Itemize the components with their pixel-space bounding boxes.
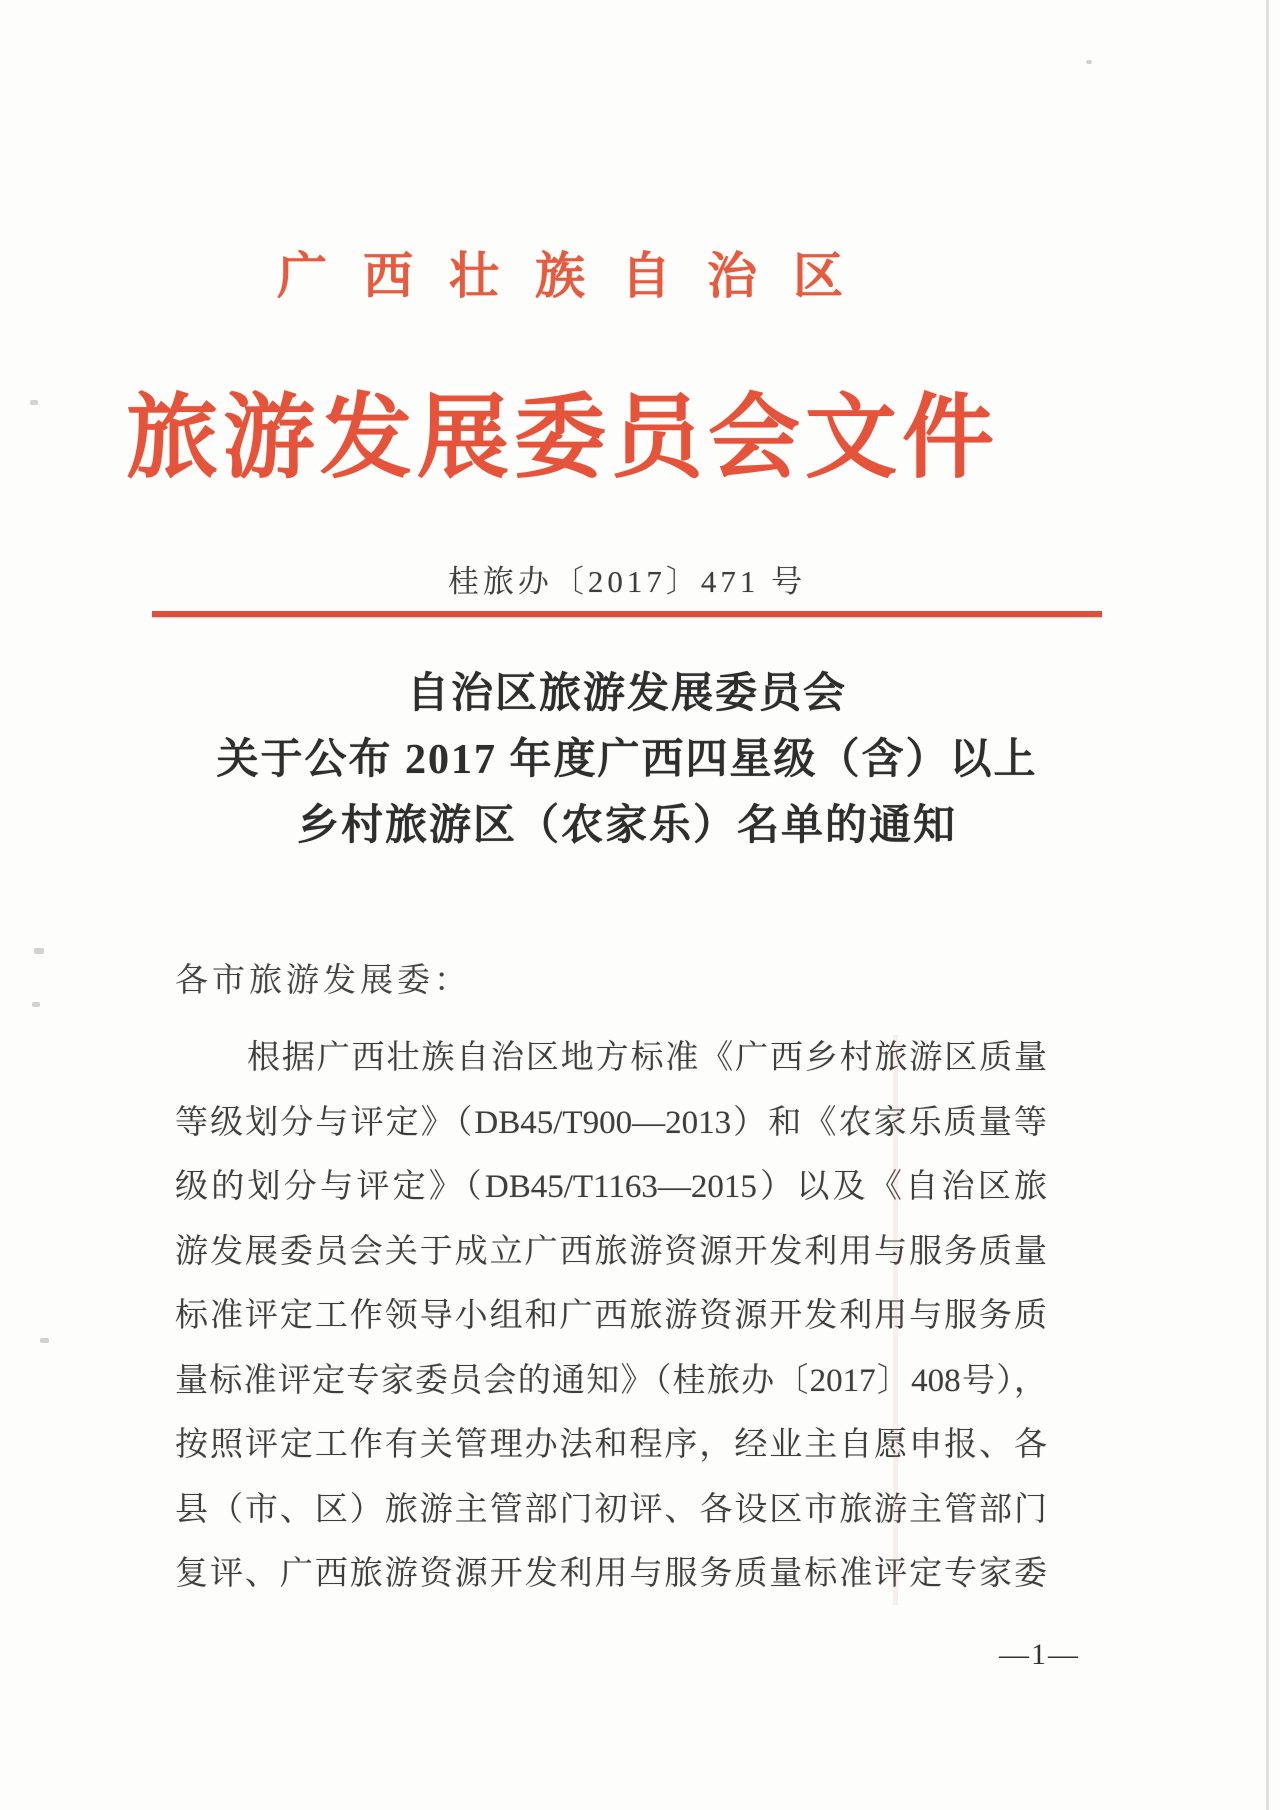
salutation: 各市旅游发展委： xyxy=(175,963,471,999)
scan-speck xyxy=(32,1002,40,1007)
body-line: 级的划分与评定》（DB45/T1163—2015）以及《自治区旅 xyxy=(175,1169,1047,1205)
doc-number: 桂旅办〔2017〕471 号 xyxy=(447,564,807,599)
scan-speck xyxy=(40,1338,49,1343)
body-paragraph xyxy=(175,1026,1047,1607)
title-line-2: 关于公布 2017 年度广西四星级（含）以上 xyxy=(216,737,1038,783)
header-region-line: 广西壮族自治区 xyxy=(277,248,879,304)
scan-speck xyxy=(34,948,44,954)
scan-edge-shadow xyxy=(1266,0,1269,1810)
scan-speck xyxy=(30,400,38,405)
body-line: 标准评定工作领导小组和广西旅游资源开发利用与服务质 xyxy=(175,1298,1047,1334)
red-divider-rule xyxy=(152,611,1102,617)
body-line: 等级划分与评定》（DB45/T900—2013）和《农家乐质量等 xyxy=(175,1104,1047,1141)
body-line: 根据广西壮族自治区地方标准《广西乡村旅游区质量 xyxy=(247,1040,1047,1076)
body-line: 复评、广西旅游资源开发利用与服务质量标准评定专家委 xyxy=(175,1556,1047,1592)
title-line-3: 乡村旅游区（农家乐）名单的通知 xyxy=(296,803,957,849)
scan-crease xyxy=(893,1035,898,1605)
title-line-1: 自治区旅游发展委员会 xyxy=(406,671,847,717)
document-title xyxy=(152,661,1102,859)
body-line: 按照评定工作有关管理办法和程序，经业主自愿申报、各 xyxy=(175,1427,1047,1463)
page-number: —1— xyxy=(999,1638,1080,1671)
scan-speck xyxy=(1086,60,1092,64)
header-org-name: 旅游发展委员会文件 xyxy=(125,387,999,489)
body-line: 游发展委员会关于成立广西旅游资源开发利用与服务质量 xyxy=(175,1233,1047,1270)
body-line: 量标准评定专家委员会的通知》（桂旅办〔2017〕408号）， xyxy=(175,1362,1047,1399)
body-line: 县（市、区）旅游主管部门初评、各设区市旅游主管部门 xyxy=(175,1491,1047,1528)
